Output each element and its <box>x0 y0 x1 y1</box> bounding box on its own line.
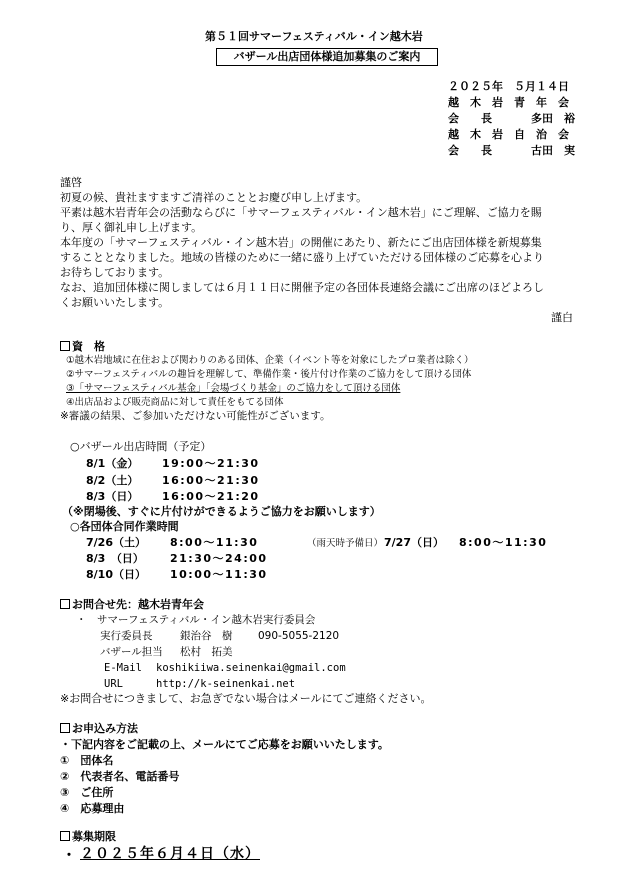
deadline-heading <box>60 830 116 844</box>
contact-note: ※お問合せにつきまして、お急ぎでない場合はメールにてご連絡ください。 <box>60 692 432 705</box>
bazaar-time: 19:00～21:30 <box>162 457 260 470</box>
contact-heading-label: お問合せ先：越木岩青年会 <box>72 598 204 611</box>
document-subtitle: バザール出店団体様追加募集のご案内 <box>216 48 438 66</box>
application-intro: ・下記内容をご記載の上、メールにてご応募をお願いいたします。 <box>60 738 389 751</box>
qualification-item: ②サマーフェスティバルの趣旨を理解して、準備作業・後片付け作業のご協力をして頂ける団体 <box>66 369 472 380</box>
email-label: E-Mail <box>104 662 142 674</box>
sender-name-1: 多田 裕 <box>531 112 575 125</box>
bazaar-contact-name: 松村 拓美 <box>180 646 233 658</box>
deadline-heading-label: 募集期限 <box>72 830 116 843</box>
chair-label: 実行委員長 <box>100 630 153 642</box>
sender-org-2: 越 木 岩 自 治 会 <box>448 128 569 141</box>
url-link[interactable]: http://k-seinenkai.net <box>156 678 296 690</box>
rain-date: 7/27（日） <box>384 536 444 549</box>
bazaar-date: 8/2（土） <box>86 474 139 487</box>
chair-tel: 090-5055-2120 <box>258 630 340 642</box>
work-time: 21:30～24:00 <box>170 552 268 565</box>
checkbox-icon <box>60 831 70 841</box>
work-date: 8/10（日） <box>86 568 146 581</box>
letter-line: お待ちしております。 <box>60 266 170 279</box>
work-date: 8/3 （日） <box>86 552 144 565</box>
qualification-item: ①越木岩地域に在住および関わりのある団体、企業（イベント等を対象にしたプロ業者は除く） <box>66 355 474 366</box>
application-heading <box>60 722 138 736</box>
bazaar-date: 8/1（金） <box>86 457 139 470</box>
letter-line: 初夏の候、貴社ますますご清祥のこととお慶び申し上げます。 <box>60 191 368 204</box>
application-item: ③ ご住所 <box>60 786 114 799</box>
bazaar-heading: ○バザール出店時間（予定） <box>70 440 212 453</box>
qualification-heading <box>60 340 105 354</box>
rain-time: 8:00～11:30 <box>459 536 548 549</box>
qualification-item: ④出店品および販売商品に対して責任をもてる団体 <box>66 397 284 408</box>
email-link[interactable]: koshikiiwa.seinenkai@gmail.com <box>156 662 346 674</box>
rain-note: （雨天時予備日） <box>307 538 384 549</box>
sender-role-2: 会 長 <box>448 144 492 157</box>
work-date: 7/26（土） <box>86 536 146 549</box>
issue-date: ２０２５年 ５月１４日 <box>448 80 569 93</box>
letter-line: くお願いいたします。 <box>60 296 170 309</box>
letter-line: することとなりました。地域の皆様のために一緒に盛り上げていただける団体様のご応募を心より <box>60 251 544 264</box>
checkbox-icon <box>60 341 70 351</box>
bazaar-date: 8/3（日） <box>86 490 139 503</box>
work-heading: ○各団体合同作業時間 <box>70 520 179 533</box>
document-title: 第５１回サマーフェスティバル・イン越木岩 <box>205 30 423 43</box>
deadline-date: ２０２５年６月４日（水） <box>80 846 260 862</box>
letter-line: 平素は越木岩青年会の活動ならびに「サマーフェスティバル・イン越木岩」にご理解、ご協力を賜 <box>60 206 542 219</box>
url-label: URL <box>104 678 123 690</box>
closing: 謹白 <box>551 311 573 324</box>
application-item: ② 代表者名、電話番号 <box>60 770 180 783</box>
application-item: ① 団体名 <box>60 754 114 767</box>
bazaar-time: 16:00～21:20 <box>162 490 260 503</box>
bazaar-contact-label: バザール担当 <box>100 646 163 658</box>
contact-heading <box>60 598 204 612</box>
deadline-bullet: ・ <box>62 848 76 864</box>
letter-line: り、厚く御礼申し上げます。 <box>60 221 203 234</box>
letter-line: なお、追加団体様に関しましては６月１１日に開催予定の各団体長連絡会議にご出席のほどよろし <box>60 281 544 294</box>
committee-name: ・ サマーフェスティバル・イン越木岩実行委員会 <box>76 614 316 626</box>
chair-name: 銀治谷 樹 <box>180 630 233 642</box>
checkbox-icon <box>60 599 70 609</box>
bazaar-time: 16:00～21:30 <box>162 474 260 487</box>
sender-name-2: 古田 実 <box>531 144 575 157</box>
checkbox-icon <box>60 723 70 733</box>
work-time: 8:00～11:30 <box>170 536 259 549</box>
application-heading-label: お申込み方法 <box>72 722 138 735</box>
cleanup-note: （※閉場後、すぐに片付けができるようご協力をお願いします） <box>62 505 381 518</box>
letter-line: 本年度の「サマーフェスティバル・イン越木岩」の開催にあたり、新たにご出店団体様を新規募集 <box>60 236 542 249</box>
salutation: 謹啓 <box>60 176 82 189</box>
application-item: ④ 応募理由 <box>60 802 125 815</box>
sender-role-1: 会 長 <box>448 112 492 125</box>
sender-org-1: 越 木 岩 青 年 会 <box>448 96 569 109</box>
qualification-heading-label: 資 格 <box>72 340 105 353</box>
work-time: 10:00～11:30 <box>170 568 268 581</box>
qualification-item: ③「サマーフェスティバル基金」「会場づくり基金」のご協力をして頂ける団体 <box>66 383 401 394</box>
qualification-note: ※審議の結果、ご参加いただけない可能性がございます。 <box>60 410 331 422</box>
